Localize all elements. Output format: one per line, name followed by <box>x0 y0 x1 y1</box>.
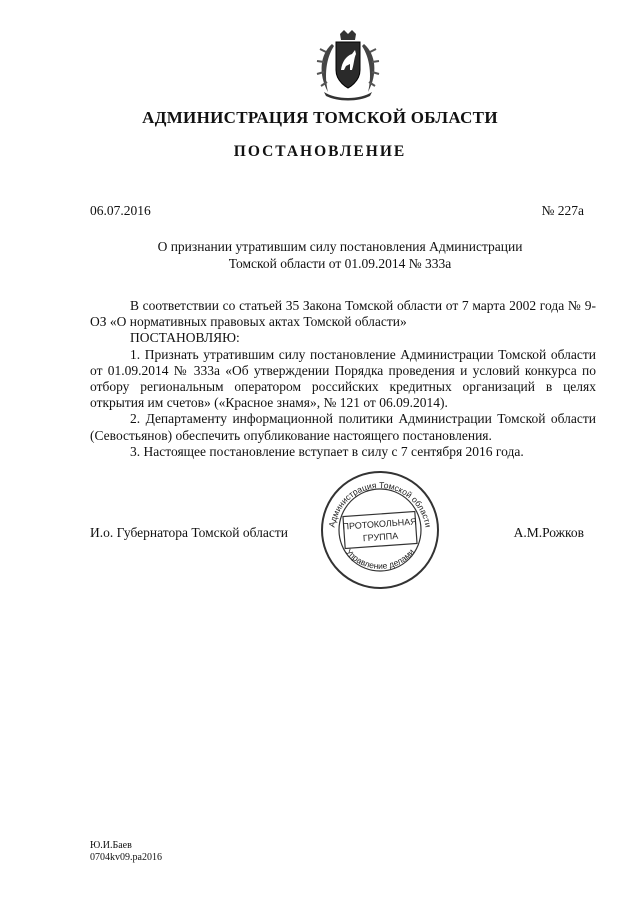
stamp-inner-line-2: ГРУППА <box>362 530 399 544</box>
footer-code: 0704kv09.pa2016 <box>90 852 162 863</box>
item-2-paragraph: 2. Департаменту информационной политики Администрации Томской области (Севостьянов) обеспечить опубликование настоящего постановления. <box>90 411 596 443</box>
coat-of-arms-icon <box>310 30 386 102</box>
footer-author: Ю.И.Баев <box>90 840 132 851</box>
signatory-name: А.М.Рожков <box>513 525 584 540</box>
organization-title: АДМИНИСТРАЦИЯ ТОМСКОЙ ОБЛАСТИ <box>142 108 498 127</box>
stamp-outer-text: Администрация Томской области <box>326 479 434 529</box>
item-3-paragraph: 3. Настоящее постановление вступает в силу с 7 сентября 2016 года. <box>130 443 524 459</box>
subject-line-1: О признании утратившим силу постановления Администрации <box>157 239 523 254</box>
official-stamp <box>318 468 442 592</box>
decree-heading: ПОСТАНОВЛЯЮ: <box>130 330 240 346</box>
preamble-paragraph: В соответствии со статьей 35 Закона Томской области от 7 марта 2002 года № 9-ОЗ «О нормативных правовых актах Томской области» <box>90 298 596 330</box>
document-type: ПОСТАНОВЛЕНИЕ <box>233 143 407 160</box>
subject-line-2: Томской области от 01.09.2014 № 333а <box>228 256 452 271</box>
document-body <box>90 298 596 460</box>
stamp-outer-bottom: Управление делами <box>343 546 417 571</box>
stamp-inner-line-1: ПРОТОКОЛЬНАЯ <box>342 516 417 532</box>
item-1-paragraph: 1. Признать утратившим силу постановление Администрации Томской области от 01.09.2014 № 333а «Об утверждении Порядка проведения и условий конкурса по отбору региональным оператором российских кредитных организаций в целях открытия им счетов» («Красное знамя», № 121 от 06.09.2014). <box>90 346 596 411</box>
footer-info <box>90 840 162 864</box>
document-date: 06.07.2016 <box>90 203 151 218</box>
signatory-position: И.о. Губернатора Томской области <box>90 525 288 540</box>
document-subject <box>100 238 580 272</box>
document-number: № 227а <box>541 203 584 218</box>
